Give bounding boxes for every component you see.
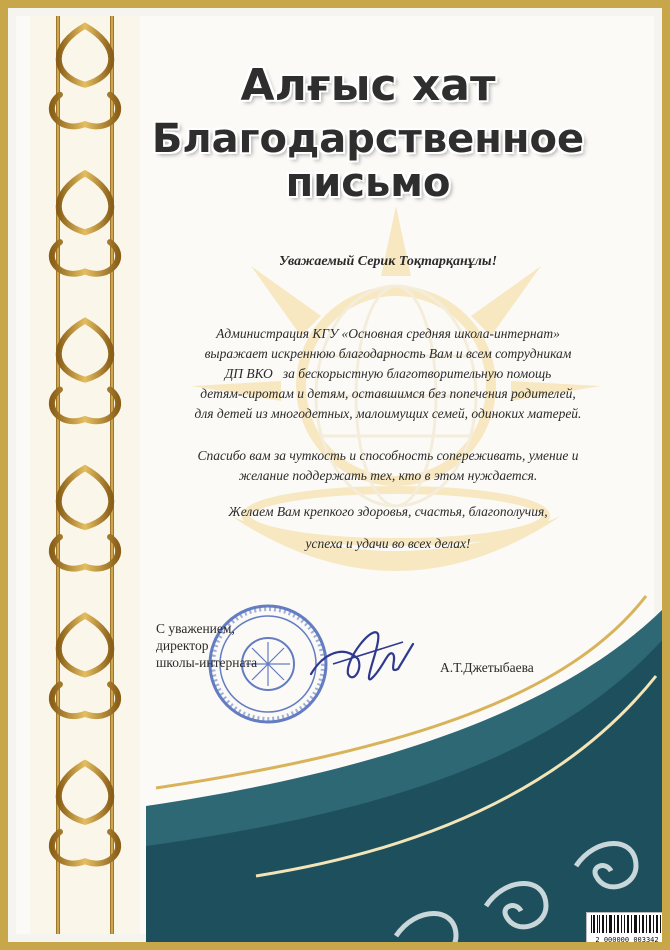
greeting: Уважаемый Серик Тоқтарқанұлы!: [278, 254, 498, 269]
paragraph-1-line: выражает искреннюю благодарность Вам и всем сотрудникам: [204, 346, 572, 361]
title-kazakh: Алғыс хат: [240, 60, 496, 111]
paragraph-4: успеха и удачи во всех делах!: [305, 536, 471, 551]
barcode: [586, 912, 668, 946]
sign-line-regards: С уважением,: [156, 621, 235, 636]
sign-line-organization: школы-интерната: [156, 655, 258, 670]
paragraph-1: [158, 324, 618, 424]
barcode-bars: [587, 913, 667, 935]
sign-line-title: директор: [156, 638, 209, 653]
handwritten-signature: [303, 614, 418, 696]
paragraph-1-line: ДП ВКО за бескорыстную благотворительную помощь: [224, 366, 552, 381]
paragraph-1-line: Администрация КГУ «Основная средняя школа-интернат»: [216, 326, 560, 341]
paragraph-1-line: для детей из многодетных, малоимущих семей, одиноких матерей.: [194, 406, 582, 421]
paragraph-1-line: детям-сиротам и детям, оставшимся без попечения родителей,: [200, 386, 576, 401]
signature-block: [156, 620, 257, 671]
paragraph-2: [158, 446, 618, 486]
paragraph-3: Желаем Вам крепкого здоровья, счастья, благополучия,: [228, 504, 548, 519]
title-russian-line2: письмо: [285, 160, 451, 206]
paragraph-2-line: желание поддержать тех, кто в этом нуждается.: [238, 468, 538, 483]
signer-name: А.Т.Джетыбаева: [440, 660, 534, 675]
barcode-digits: 2 000000 003342: [595, 936, 659, 944]
title-russian-line1: Благодарственное: [151, 116, 585, 162]
paragraph-2-line: Спасибо вам за чуткость и способность сопереживать, умение и: [197, 448, 579, 463]
